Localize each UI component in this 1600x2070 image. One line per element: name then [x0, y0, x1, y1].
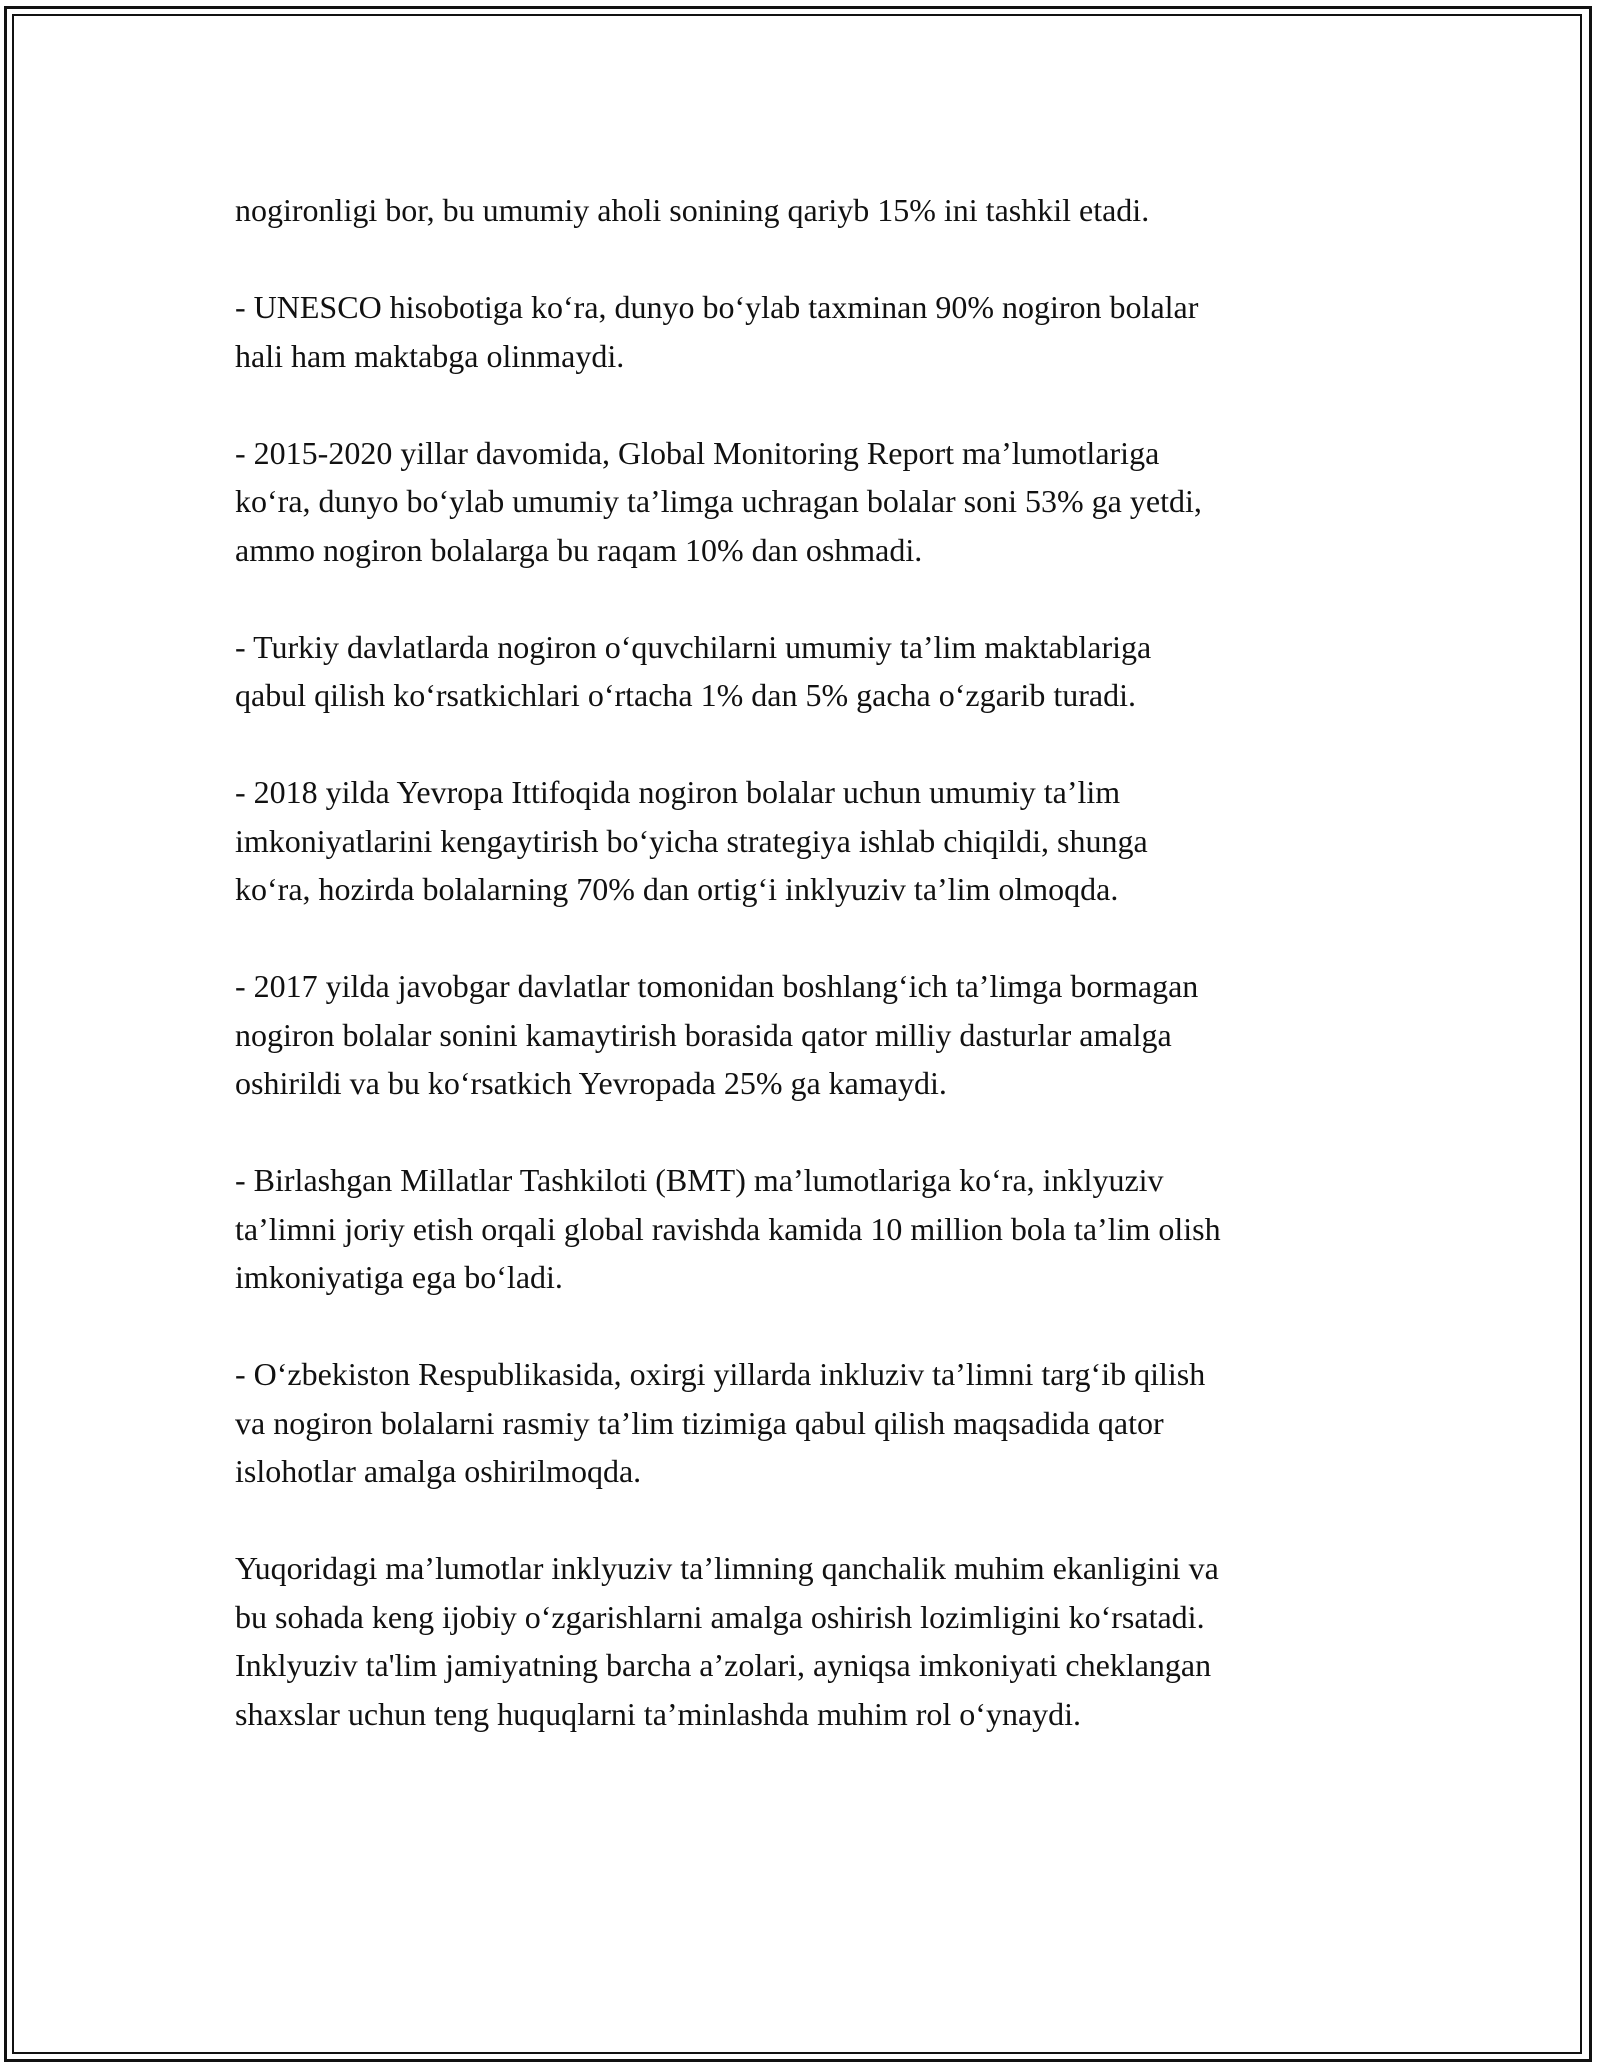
bullet-turkic-states: - Turkiy davlatlarda nogiron o‘quvchilarni umumiy ta’lim maktablariga qabul qilish ko‘rsatkichlari o‘rtacha 1% dan 5% gacha o‘zgarib turadi. [235, 628, 1152, 713]
paragraph-conclusion: Yuqoridagi ma’lumotlar inklyuziv ta’limning qanchalik muhim ekanligini va bu sohada keng ijobiy o‘zgarishlarni amalga oshirish lozimligini ko‘rsatadi. Inklyuziv ta'lim jamiyatning barcha a’zolari, ayniqsa imkoniyati cheklangan shaxslar uchun teng huquqlarni ta’minlashda muhim rol o‘ynaydi. [235, 1550, 1219, 1732]
bullet-european-union-2018: - 2018 yilda Yevropa Ittifoqida nogiron bolalar uchun umumiy ta’lim imkoniyatlarini kengaytirish bo‘yicha strategiya ishlab chiqildi, shunga ko‘ra, hozirda bolalarning 70% dan ortig‘i inklyuziv ta’lim olmoqda. [235, 774, 1148, 907]
bullet-2017-national-programs: - 2017 yilda javobgar davlatlar tomonidan boshlang‘ich ta’limga bormagan nogiron bolalar sonini kamaytirish borasida qator milliy dasturlar amalga oshirildi va bu ko‘rsatkich Yevropada 25% ga kamaydi. [235, 968, 1199, 1101]
bullet-global-monitoring-report: - 2015-2020 yillar davomida, Global Monitoring Report ma’lumotlariga ko‘ra, dunyo bo‘ylab umumiy ta’limga uchragan bolalar soni 53% ga yetdi, ammo nogiron bolalarga bu raqam 10% dan oshmadi. [235, 434, 1202, 568]
paragraph-intro-continuation: nogironligi bor, bu umumiy aholi sonining qariyb 15% ini tashkil etadi. [235, 192, 1150, 228]
document-body [235, 186, 1385, 1787]
bullet-unesco: - UNESCO hisobotiga ko‘ra, dunyo bo‘ylab taxminan 90% nogiron bolalar hali ham maktabga olinmaydi. [235, 289, 1199, 374]
bullet-united-nations: - Birlashgan Millatlar Tashkiloti (BMT) ma’lumotlariga ko‘ra, inklyuziv ta’limni joriy etish orqali global ravishda kamida 10 million bola ta’lim olish imkoniyatiga ega bo‘ladi. [235, 1162, 1221, 1295]
bullet-uzbekistan: - O‘zbekiston Respublikasida, oxirgi yillarda inkluziv ta’limni targ‘ib qilish va nogiron bolalarni rasmiy ta’lim tizimiga qabul qilish maqsadida qator islohotlar amalga oshirilmoqda. [235, 1356, 1206, 1489]
